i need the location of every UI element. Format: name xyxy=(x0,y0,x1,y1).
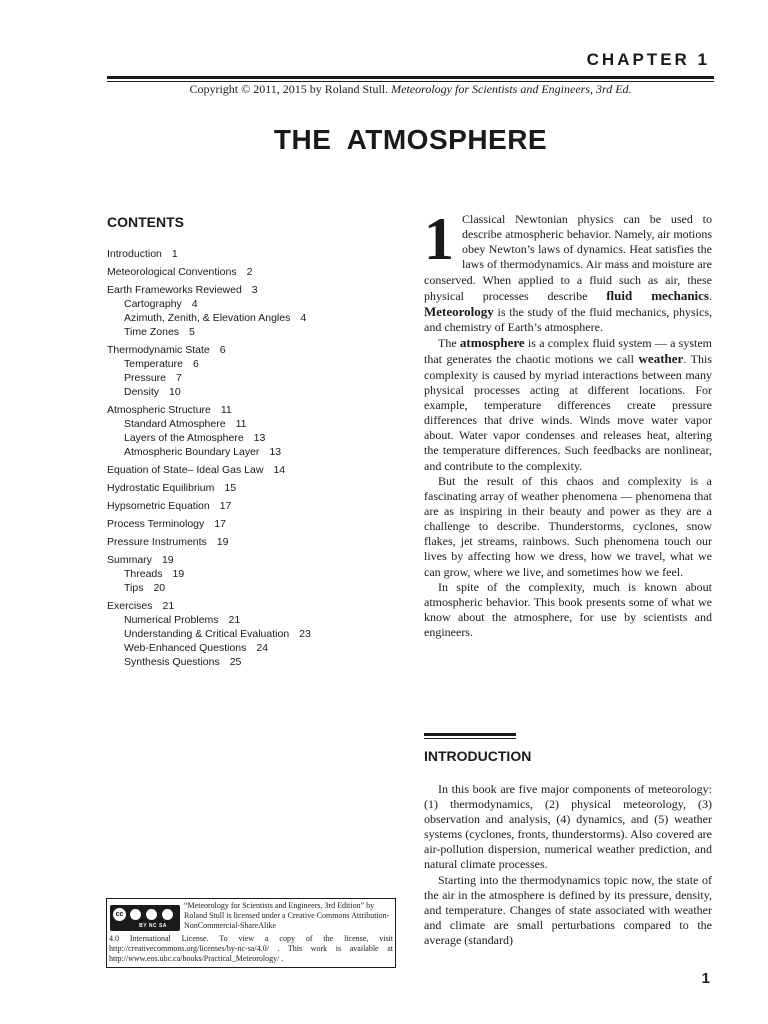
copyright-prefix: Copyright © 2011, 2015 by Roland Stull. xyxy=(189,82,389,96)
opening-paragraph-3: But the result of this chaos and complexity is a fascinating array of weather phenomena — phenomena that are as inspiring in their beauty and power as they are a challenge to describe. Thunderstorms, cyclones, snow flakes, jet streams, rainbows. Such phenomena touch our lives by affecting how we dress, how we travel, what we can grow, where we live, and sometimes how we feel. xyxy=(424,473,712,579)
toc-entry-title: Introduction xyxy=(107,248,162,260)
toc-entry xyxy=(107,535,407,549)
page-number: 1 xyxy=(701,970,710,987)
toc-entry-page: 6 xyxy=(192,358,199,370)
toc-entry-page: 19 xyxy=(172,568,185,580)
toc-entry-page: 19 xyxy=(216,536,229,548)
opening-paragraph-1 xyxy=(424,206,712,335)
nc-label: NC xyxy=(148,923,158,929)
toc-entry-title: Understanding & Critical Evaluation xyxy=(124,628,290,640)
license-box xyxy=(106,898,396,968)
chapter-dropcap: 1 xyxy=(424,206,454,272)
toc-entry xyxy=(107,311,407,325)
toc-entry-page: 25 xyxy=(229,656,242,668)
toc-entry xyxy=(107,283,407,297)
toc-entry-page: 15 xyxy=(224,482,237,494)
by-label: BY xyxy=(139,923,147,929)
toc-entry-page: 10 xyxy=(169,386,181,398)
toc-entry-page: 4 xyxy=(191,298,198,310)
toc-entry xyxy=(107,517,407,531)
text-run: . This complexity is caused by myriad interactions between many physical processes acting at different locations. For example, temperature differences create pressure differences that drive winds. Winds move water vapor about. Water vapor condenses and releases heat, altering the temperature differences. Such feedbacks are nonlinear, and contribute to the complexity. xyxy=(424,352,712,473)
sa-label: SA xyxy=(158,923,167,929)
toc-entry-page: 20 xyxy=(153,582,166,594)
by-icon xyxy=(129,908,142,921)
toc-entry xyxy=(107,627,407,641)
toc-entry-page: 2 xyxy=(246,266,253,278)
toc-entry-page: 5 xyxy=(189,326,195,338)
toc-entry xyxy=(107,567,407,581)
toc-entry xyxy=(107,385,407,399)
opening-paragraph-2 xyxy=(424,335,712,473)
toc-entry-page: 6 xyxy=(219,344,226,356)
term-fluid-mechanics: fluid mechanics xyxy=(606,287,709,303)
chapter-rule xyxy=(107,76,714,79)
toc-entry-title: Numerical Problems xyxy=(124,614,219,626)
term-atmosphere: atmosphere xyxy=(459,335,525,351)
toc-entry-page: 19 xyxy=(161,554,174,566)
toc-entry xyxy=(107,581,407,595)
text-run: is a complex fluid system — a system that generates the chaotic motions we call xyxy=(424,336,713,367)
toc-entry-title: Time Zones xyxy=(124,326,180,338)
copyright-line xyxy=(107,81,714,97)
introduction-paragraph-1: In this book are five major components of meteorology: (1) thermodynamics, (2) physical meteorology, (3) observation and analysis, (4) dynamics, and (5) weather systems (cyclones, fronts, thunderstorms). Also covered are air-pollution dispersion, numerical weather prediction, and natural climate processes. xyxy=(424,782,712,872)
toc-entry-title: Temperature xyxy=(124,358,183,370)
toc-entry xyxy=(107,371,407,385)
introduction-body xyxy=(424,782,712,948)
license-text: “Meteorology for Scientists and Engineers, 3rd Edition” by Roland Stull is licensed under a Creative Commons Attribution-NonCommercial-ShareAlike xyxy=(184,901,390,930)
contents-heading: CONTENTS xyxy=(107,214,184,230)
toc-entry-title: Hypsometric Equation xyxy=(107,500,210,512)
section-rule xyxy=(424,733,516,736)
toc-entry-title: Atmospheric Structure xyxy=(107,404,211,416)
toc-entry-title: Layers of the Atmosphere xyxy=(124,432,244,444)
toc-entry xyxy=(107,403,407,417)
toc-entry xyxy=(107,655,407,669)
section-rule-thin xyxy=(424,738,516,739)
toc-entry-page: 13 xyxy=(253,432,266,444)
term-weather: weather xyxy=(638,351,684,367)
introduction-paragraph-2: Starting into the thermodynamics topic now, the state of the air in the atmosphere is defined by its pressure, density, and temperature. Changes of state associated with weather and climate are small perturbations compared to the average (standard) xyxy=(424,872,712,947)
cc-badge-labels xyxy=(127,922,179,930)
toc-entry-title: Hydrostatic Equilibrium xyxy=(107,482,215,494)
text-run: is the study of the fluid mechanics, physics, and chemistry of Earth’s atmosphere. xyxy=(424,304,712,335)
copyright-book-title: Meteorology for Scientists and Engineers, 3rd Ed. xyxy=(391,82,632,96)
sa-icon xyxy=(161,908,174,921)
toc-entry xyxy=(107,599,407,613)
toc-entry-page: 13 xyxy=(269,446,282,458)
toc-entry-title: Earth Frameworks Reviewed xyxy=(107,284,242,296)
license-text-continued: 4.0 International License. To view a copy of the license, visit http://creativecommons.org/licenses/by-nc-sa/4.0/ . This work is available at http://www.eos.ubc.ca/books/Practical_Meteorology/ . xyxy=(109,934,393,963)
toc-entry xyxy=(107,265,407,279)
toc-entry-title: Atmospheric Boundary Layer xyxy=(124,446,260,458)
toc-entry-page: 1 xyxy=(171,248,178,260)
toc-entry xyxy=(107,357,407,371)
toc-entry-title: Process Terminology xyxy=(107,518,205,530)
toc-entry-title: Threads xyxy=(124,568,163,580)
toc-entry-title: Azimuth, Zenith, & Elevation Angles xyxy=(124,312,291,324)
toc-entry xyxy=(107,445,407,459)
table-of-contents xyxy=(107,247,407,669)
toc-entry xyxy=(107,641,407,655)
toc-entry-page: 23 xyxy=(299,628,311,640)
toc-entry-title: Thermodynamic State xyxy=(107,344,210,356)
toc-entry-title: Tips xyxy=(124,582,144,594)
toc-entry xyxy=(107,463,407,477)
toc-entry-page: 11 xyxy=(220,404,232,416)
term-meteorology: Meteorology xyxy=(424,303,494,319)
toc-entry-title: Density xyxy=(124,386,160,398)
toc-entry-page: 4 xyxy=(300,312,307,324)
toc-entry-title: Meteorological Conventions xyxy=(107,266,237,278)
opening-text-column xyxy=(424,206,713,640)
toc-entry-title: Cartography xyxy=(124,298,182,310)
chapter-label: CHAPTER 1 xyxy=(586,50,710,69)
text-run: The xyxy=(438,336,460,351)
toc-entry xyxy=(107,343,407,357)
page-title: THE ATMOSPHERE xyxy=(273,124,548,155)
toc-entry-page: 14 xyxy=(273,464,286,476)
toc-entry-title: Equation of State– Ideal Gas Law xyxy=(107,464,264,476)
toc-entry xyxy=(107,613,407,627)
cc-license-icon xyxy=(110,905,180,931)
toc-entry xyxy=(107,325,407,339)
toc-entry-page: 17 xyxy=(214,518,226,530)
toc-entry xyxy=(107,297,407,311)
opening-paragraph-4: In spite of the complexity, much is known about atmospheric behavior. This book presents some of what we know about the atmosphere, for use by scientists and engineers. xyxy=(424,579,712,640)
nc-icon xyxy=(145,908,158,921)
toc-entry-page: 24 xyxy=(256,642,269,654)
toc-entry-page: 21 xyxy=(162,600,175,612)
toc-entry-title: Pressure xyxy=(124,372,167,384)
toc-entry-title: Synthesis Questions xyxy=(124,656,220,668)
toc-entry-title: Exercises xyxy=(107,600,153,612)
toc-entry xyxy=(107,417,407,431)
text-run: Classical Newtonian physics can be used to describe atmospheric behavior. Namely, air motions obey Newton’s laws of dynamics. Heat satisfies the laws of thermodynamics. Air mass and moisture are conserved. When applied to a fluid such as air, these physical processes describe xyxy=(424,212,712,303)
toc-entry-page: 3 xyxy=(251,284,258,296)
cc-icon: cc xyxy=(112,907,127,922)
toc-entry-page: 17 xyxy=(219,500,232,512)
toc-entry-title: Standard Atmosphere xyxy=(124,418,226,430)
toc-entry-title: Summary xyxy=(107,554,152,566)
toc-entry xyxy=(107,499,407,513)
toc-entry xyxy=(107,247,407,261)
toc-entry-page: 21 xyxy=(228,614,241,626)
toc-entry-page: 11 xyxy=(235,418,247,430)
toc-entry xyxy=(107,431,407,445)
toc-entry-page: 7 xyxy=(176,372,182,384)
toc-entry xyxy=(107,481,407,495)
toc-entry-title: Pressure Instruments xyxy=(107,536,207,548)
toc-entry-title: Web-Enhanced Questions xyxy=(124,642,247,654)
text-run: . xyxy=(709,288,712,303)
introduction-heading: INTRODUCTION xyxy=(424,748,532,764)
toc-entry xyxy=(107,553,407,567)
